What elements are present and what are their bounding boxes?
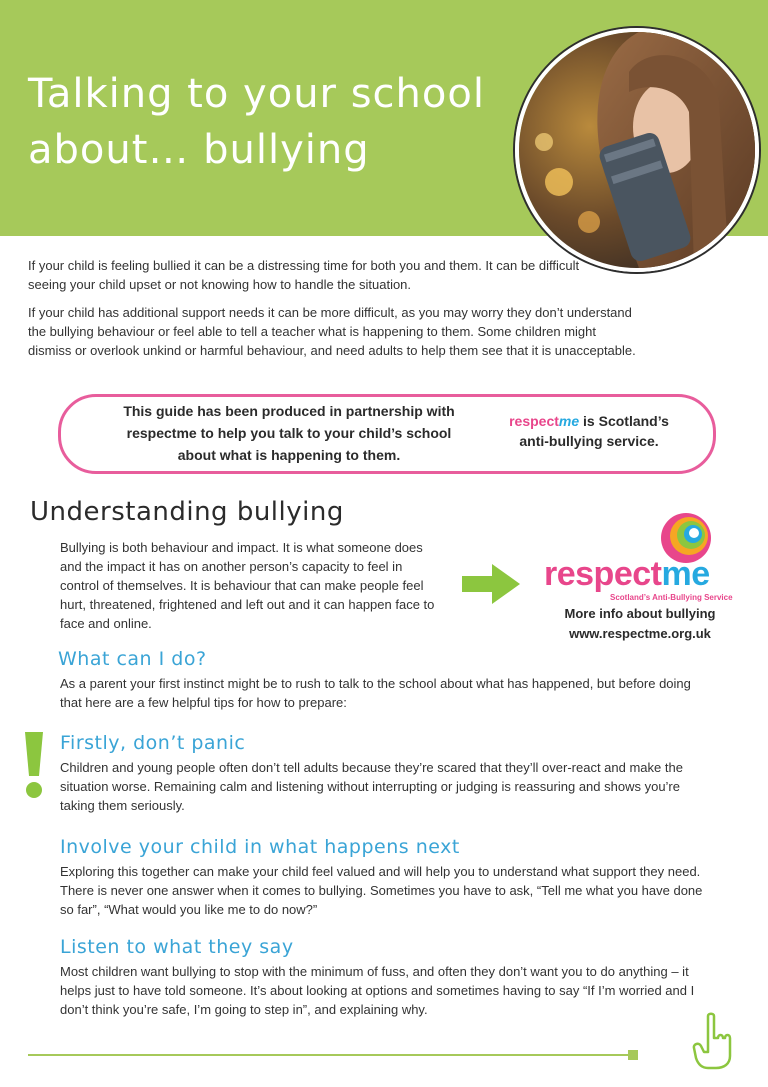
exclamation-icon <box>22 730 46 800</box>
more-info-block <box>540 604 740 644</box>
banner-line-1: This guide has been produced in partnership with <box>123 403 455 419</box>
tip-1-heading: Firstly, don’t panic <box>60 732 246 754</box>
logo-me: me <box>661 555 710 593</box>
banner-left-text <box>84 400 494 466</box>
intro-paragraph-2: If your child has additional support needs it can be more difficult, as you may worry they don’t understand the bullying behaviour or feel able to tell a teacher what is happening to them. Some children might dismiss or overlook unkind or harmful behaviour, and need adults to help them see that it is unacceptable. <box>28 305 636 358</box>
tip-2-body: Exploring this together can make your child feel valued and will help you to understand what support they need. There is never one answer when it comes to bullying. Sometimes you have to ask, “Tell me what you have done so far”, “What would you like me to do now?” <box>60 864 703 917</box>
banner-right-text <box>494 411 684 451</box>
more-info-url[interactable]: www.respectme.org.uk <box>569 626 711 641</box>
photo-illustration <box>519 32 755 268</box>
header-photo <box>515 28 759 272</box>
banner-brand-me: me <box>558 413 580 429</box>
logo-respect: respect <box>544 555 662 593</box>
tip-2-heading: Involve your child in what happens next <box>60 836 460 858</box>
more-info-text: More info about bullying <box>564 606 716 621</box>
banner-line-3: about what is happening to them. <box>177 447 401 463</box>
what-can-i-do-heading: What can I do? <box>58 648 207 670</box>
title-line-2: about… bullying <box>28 127 370 173</box>
title-line-1: Talking to your school <box>28 71 485 117</box>
tip-3-heading: Listen to what they say <box>60 936 294 958</box>
tip-3-body: Most children want bullying to stop with the minimum of fuss, and often they don’t want you to do anything – it helps just to have told someone. It’s about looking at options and sometimes having to say “If I’m worried and I don’t think you’re safe, I’m going to step in”, and explaining why. <box>60 964 695 1017</box>
what-can-i-do-body: As a parent your first instinct might be to rush to talk to the school about what has happened, but before doing that here are a few helpful tips for how to prepare: <box>60 676 691 710</box>
footer-line <box>28 1054 628 1056</box>
banner-right-line-1: is Scotland’s <box>579 413 669 429</box>
page-title <box>28 66 528 178</box>
banner-brand-respect: respect <box>509 413 559 429</box>
right-arrow-icon <box>460 562 522 606</box>
understanding-body: Bullying is both behaviour and impact. It is what someone does and the impact it has on another person’s capacity to feel in control of themselves. It is behaviour that can make people feel hurt, threatened, frightened and left out and it can happen face to face and online. <box>60 540 435 631</box>
footer-square <box>628 1050 638 1060</box>
intro-paragraph-1: If your child is feeling bullied it can be a distressing time for both you and them. It can be difficult seeing your child upset or not knowing how to handle the situation. <box>28 258 580 292</box>
pointing-hand-icon <box>690 1012 736 1070</box>
banner-line-2: respectme to help you talk to your child’s school <box>126 425 452 441</box>
understanding-heading: Understanding bullying <box>30 497 344 527</box>
logo-tagline: Scotland’s Anti-Bullying Service <box>610 593 733 602</box>
banner-right-line-2: anti-bullying service. <box>519 433 659 449</box>
tip-1-body: Children and young people often don’t tell adults because they’re scared that they’ll over-react and make the situation worse. Remaining calm and listening without interrupting or judging is reassuring and shows you’re taking them seriously. <box>60 760 683 813</box>
respectme-logo-text <box>544 555 710 594</box>
